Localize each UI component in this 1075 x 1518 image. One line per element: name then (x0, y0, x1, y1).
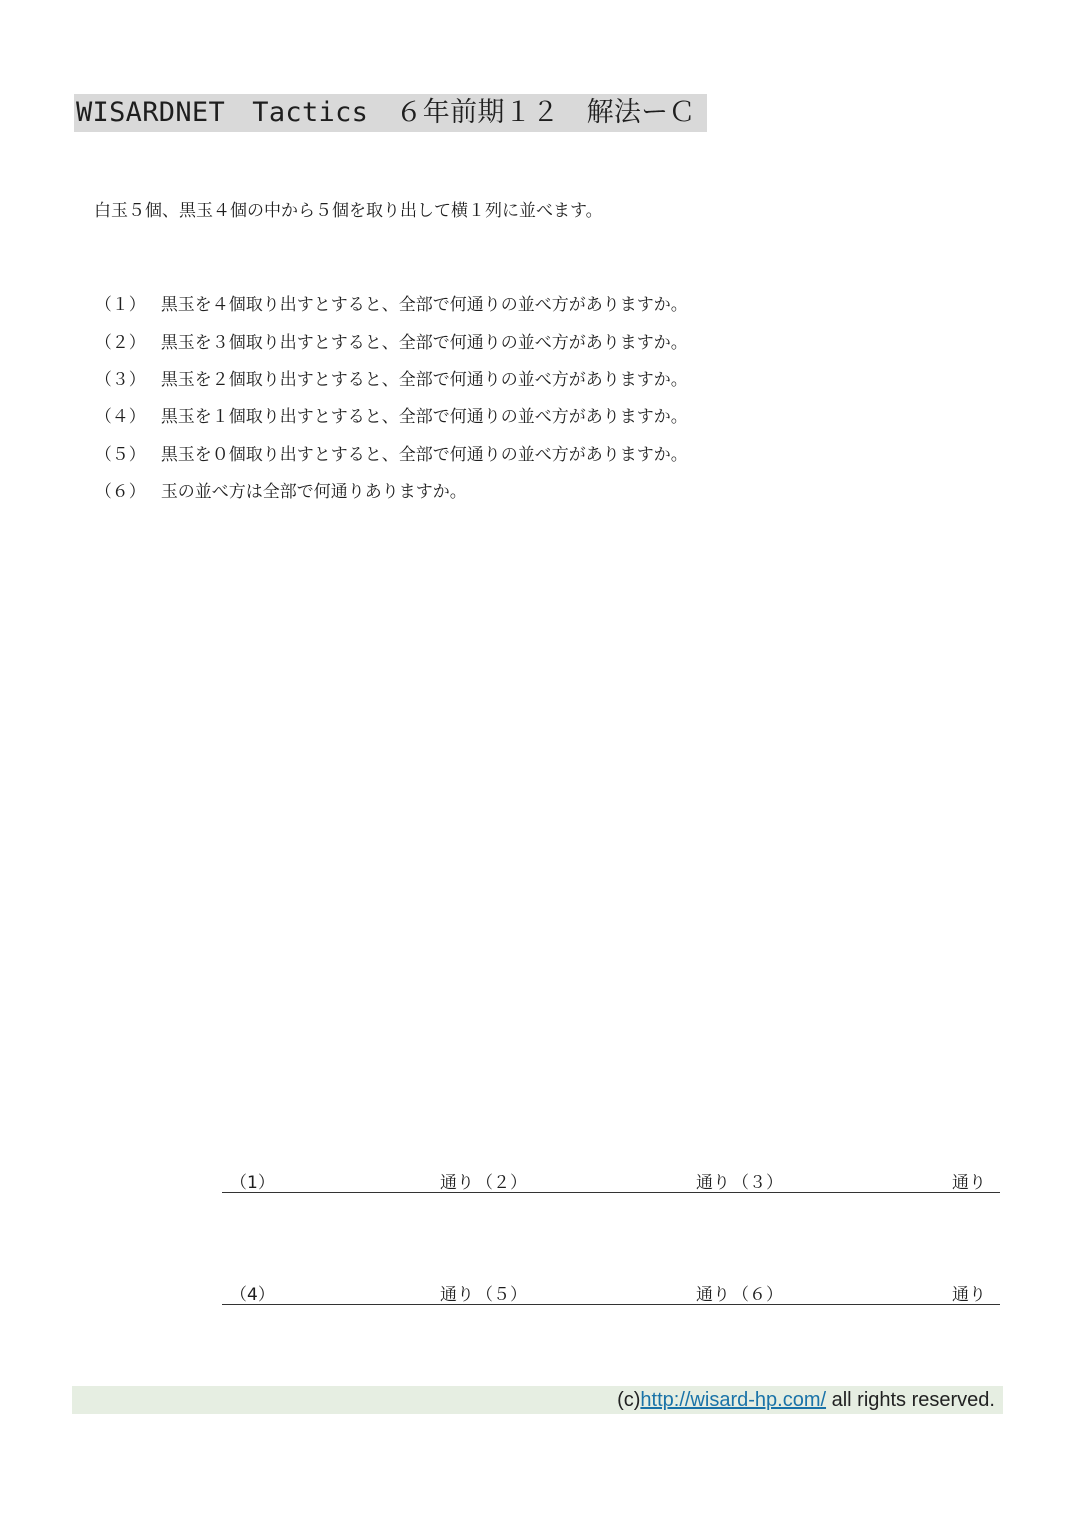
copyright-prefix: (c) (617, 1389, 641, 1411)
question-number: （６） (94, 482, 146, 502)
question-text: 黒玉を３個取り出すとすると、全部で何通りの並べ方がありますか。 (160, 333, 688, 353)
question-number: （１） (94, 295, 146, 315)
answer-row-1 (222, 1166, 1000, 1193)
question-number: （２） (94, 333, 146, 353)
question-number: （３） (94, 370, 146, 390)
copyright-suffix: all rights reserved. (826, 1389, 995, 1411)
answer-label-4: （4） (230, 1285, 275, 1305)
question-text: 玉の並べ方は全部で何通りありますか。 (160, 482, 467, 502)
answer-unit-2: 通り (696, 1173, 730, 1193)
answer-unit-4: 通り (440, 1285, 474, 1305)
answer-label-5: （５） (476, 1285, 527, 1305)
problem-intro: 白玉５個、黒玉４個の中から５個を取り出して横１列に並べます。 (94, 201, 603, 221)
question-6 (84, 457, 467, 502)
answer-unit-1: 通り (440, 1173, 474, 1193)
question-text: 黒玉を１個取り出すとすると、全部で何通りの並べ方がありますか。 (160, 407, 688, 427)
question-text: 黒玉を２個取り出すとすると、全部で何通りの並べ方がありますか。 (160, 370, 688, 390)
question-number: （５） (94, 445, 146, 465)
answer-label-1: （1） (230, 1173, 275, 1193)
answer-label-6: （６） (732, 1285, 783, 1305)
answer-label-3: （３） (732, 1173, 783, 1193)
answer-row-2 (222, 1278, 1000, 1305)
copyright-footer (72, 1386, 1003, 1414)
question-text: 黒玉を０個取り出すとすると、全部で何通りの並べ方がありますか。 (160, 445, 688, 465)
answer-unit-3: 通り (952, 1173, 986, 1193)
answer-label-2: （２） (476, 1173, 527, 1193)
website-link[interactable]: http://wisard-hp.com/ (640, 1389, 827, 1411)
page-title: WISARDNET Tactics ６年前期１２ 解法ーＣ (74, 94, 707, 132)
question-text: 黒玉を４個取り出すとすると、全部で何通りの並べ方がありますか。 (160, 295, 688, 315)
answer-unit-5: 通り (696, 1285, 730, 1305)
question-number: （４） (94, 407, 146, 427)
answer-unit-6: 通り (952, 1285, 986, 1305)
